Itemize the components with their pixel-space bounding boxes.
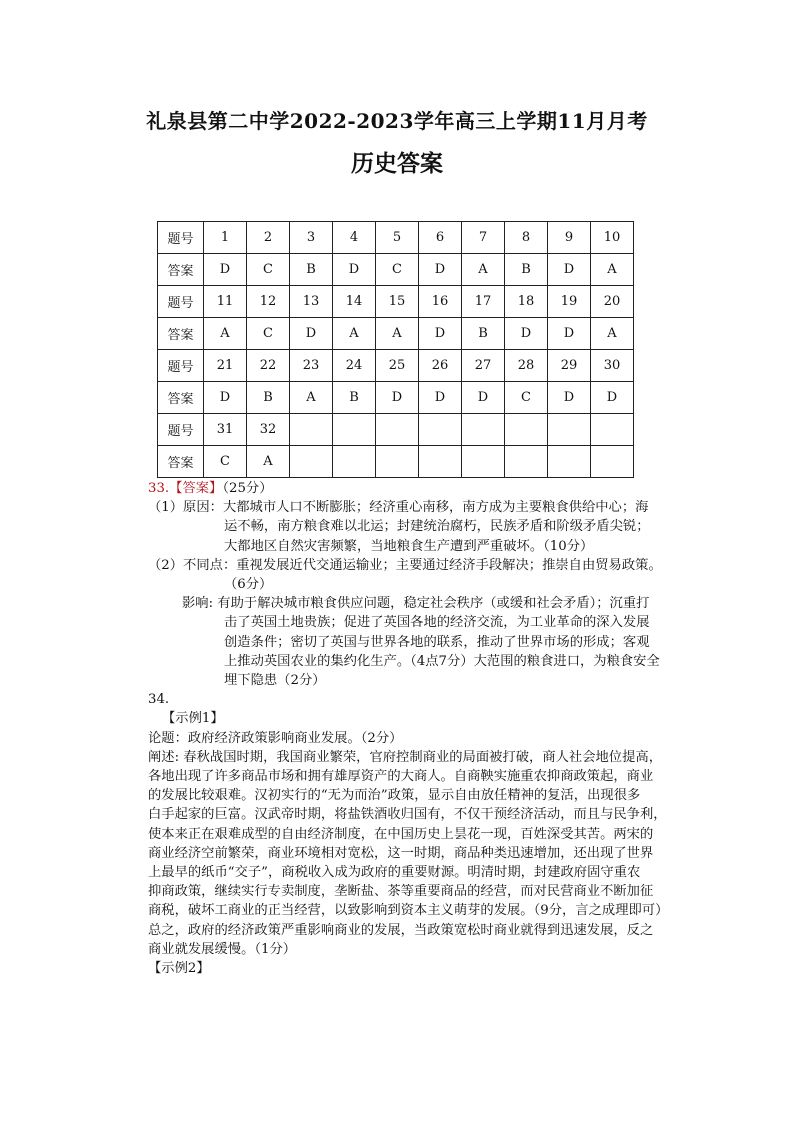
table-cell: 22 xyxy=(247,350,290,382)
table-cell: B xyxy=(505,254,548,286)
row-header-cell: 答案 xyxy=(158,446,204,478)
table-cell: 10 xyxy=(591,222,634,254)
row-header-cell: 题号 xyxy=(158,414,204,446)
table-cell: 32 xyxy=(247,414,290,446)
text-line: 【示例1】 xyxy=(162,711,224,727)
table-cell xyxy=(591,446,634,478)
table-cell: A xyxy=(204,318,247,350)
row-header-cell: 答案 xyxy=(158,254,204,286)
table-cell: 4 xyxy=(333,222,376,254)
table-cell: A xyxy=(591,254,634,286)
table-cell xyxy=(462,446,505,478)
text-line: 运不畅，南方粮食难以北运；封建统治腐朽，民族矛盾和阶级矛盾尖锐； xyxy=(224,519,650,535)
table-cell: D xyxy=(333,254,376,286)
table-cell: 16 xyxy=(419,286,462,318)
table-cell: 7 xyxy=(462,222,505,254)
table-cell: 30 xyxy=(591,350,634,382)
q33-answer-tag: 【答案】 xyxy=(169,481,223,496)
text-line: 的发展比较艰难。汉初实行的“无为而治”政策，显示自由放任精神的复活，出现很多 xyxy=(148,788,641,804)
table-cell: B xyxy=(247,382,290,414)
text-line: 阐述: 春秋战国时期，我国商业繁荣，官府控制商业的局面被打破，商人社会地位提高， xyxy=(148,749,662,765)
school-title: 礼泉县第二中学2022-2023学年高三上学期11月月考 xyxy=(146,109,648,133)
table-cell xyxy=(505,414,548,446)
row-header-cell: 答案 xyxy=(158,318,204,350)
table-cell: 17 xyxy=(462,286,505,318)
table-cell xyxy=(333,446,376,478)
table-cell: D xyxy=(376,382,419,414)
table-row xyxy=(158,382,634,414)
table-row xyxy=(158,254,634,286)
table-cell: 25 xyxy=(376,350,419,382)
text-line: 创造条件；密切了英国与世界各地的联系，推动了世界市场的形成；客观 xyxy=(224,634,650,650)
table-cell: 19 xyxy=(548,286,591,318)
table-cell: 13 xyxy=(290,286,333,318)
table-row xyxy=(158,318,634,350)
table-cell: D xyxy=(462,382,505,414)
table-cell: D xyxy=(591,382,634,414)
answer-table xyxy=(157,221,634,478)
table-cell: 26 xyxy=(419,350,462,382)
table-cell xyxy=(419,446,462,478)
table-cell: D xyxy=(419,382,462,414)
text-line: （2）不同点：重视发展近代交通运输业；主要通过经济手段解决；推崇自由贸易政策。 xyxy=(148,557,662,573)
text-line: 上推动英国农业的集约化生产。（4点7分）大范围的粮食进口，为粮食安全 xyxy=(224,653,660,669)
table-cell: 3 xyxy=(290,222,333,254)
table-cell: C xyxy=(376,254,419,286)
table-cell: A xyxy=(247,446,290,478)
table-cell: 23 xyxy=(290,350,333,382)
text-line: 商税，破坏工商业的正当经营，以致影响到资本主义萌芽的发展。（9分，言之成理即可） xyxy=(148,903,669,919)
table-cell: 20 xyxy=(591,286,634,318)
table-cell: D xyxy=(419,318,462,350)
q33-heading xyxy=(148,479,668,498)
row-header-cell: 题号 xyxy=(158,222,204,254)
table-cell: 29 xyxy=(548,350,591,382)
table-cell: D xyxy=(419,254,462,286)
q33-number: 33. xyxy=(148,481,170,496)
table-cell xyxy=(376,414,419,446)
subject-title: 历史答案 xyxy=(351,150,443,177)
table-cell: 27 xyxy=(462,350,505,382)
table-row xyxy=(158,286,634,318)
table-cell: 5 xyxy=(376,222,419,254)
table-row xyxy=(158,446,634,478)
text-line: 上最早的纸币“交子”，商税收入成为政府的重要财源。明清时期，封建政府固守重农 xyxy=(148,865,641,881)
table-cell: C xyxy=(204,446,247,478)
answer-body xyxy=(148,479,668,978)
text-line: 白手起家的巨富。汉武帝时期，将盐铁酒收归国有，不仅干预经济活动，而且与民争利， xyxy=(148,807,667,823)
table-cell: 11 xyxy=(204,286,247,318)
table-cell: D xyxy=(290,318,333,350)
table-cell xyxy=(290,446,333,478)
table-cell: 24 xyxy=(333,350,376,382)
table-cell xyxy=(376,446,419,478)
text-line: 商业经济空前繁荣，商业环境相对宽松，这一时期，商品种类迅速增加，还出现了世界 xyxy=(148,845,654,861)
table-cell: A xyxy=(290,382,333,414)
table-cell: D xyxy=(548,318,591,350)
table-cell: 6 xyxy=(419,222,462,254)
q33-score: （25分） xyxy=(222,481,273,496)
table-cell: A xyxy=(333,318,376,350)
table-cell: D xyxy=(204,254,247,286)
table-cell xyxy=(462,414,505,446)
text-line: 使本来正在艰难成型的自由经济制度，在中国历史上昙花一现，百姓深受其苦。两宋的 xyxy=(148,826,654,842)
row-header-cell: 答案 xyxy=(158,382,204,414)
table-cell: B xyxy=(333,382,376,414)
text-line: 各地出现了许多商品市场和拥有雄厚资产的大商人。自商鞅实施重农抑商政策起，商业 xyxy=(148,769,654,785)
table-row xyxy=(158,414,634,446)
table-cell: 28 xyxy=(505,350,548,382)
q33-answer xyxy=(148,498,668,690)
table-cell xyxy=(290,414,333,446)
table-cell: B xyxy=(462,318,505,350)
table-cell: A xyxy=(462,254,505,286)
text-line: 商业就发展缓慢。（1分） xyxy=(148,941,297,957)
text-line: 击了英国土地贵族；促进了英国各地的经济交流，为工业革命的深入发展 xyxy=(224,615,650,631)
row-header-cell: 题号 xyxy=(158,286,204,318)
table-cell: A xyxy=(376,318,419,350)
table-cell: C xyxy=(247,254,290,286)
table-cell: D xyxy=(505,318,548,350)
table-cell: C xyxy=(247,318,290,350)
table-cell: A xyxy=(591,318,634,350)
table-cell xyxy=(505,446,548,478)
table-cell: B xyxy=(290,254,333,286)
table-row xyxy=(158,350,634,382)
text-line: 抑商政策，继续实行专卖制度，垄断盐、茶等重要商品的经营，而对民营商业不断加征 xyxy=(148,884,654,900)
text-line: 影响: 有助于解决城市粮食供应问题，稳定社会秩序（或缓和社会矛盾）；沉重打 xyxy=(182,596,650,612)
table-cell: D xyxy=(204,382,247,414)
table-cell: 8 xyxy=(505,222,548,254)
text-line: （6分） xyxy=(224,577,273,593)
table-cell xyxy=(548,446,591,478)
text-line: 大都地区自然灾害频繁，当地粮食生产遭到严重破坏。（10分） xyxy=(224,538,594,554)
table-cell xyxy=(591,414,634,446)
table-cell: C xyxy=(505,382,548,414)
text-line: 【示例2】 xyxy=(148,961,210,977)
table-cell: 18 xyxy=(505,286,548,318)
text-line: （1）原因：大都城市人口不断膨胀；经济重心南移，南方成为主要粮食供给中心；海 xyxy=(148,500,649,516)
table-cell: 1 xyxy=(204,222,247,254)
table-cell: 9 xyxy=(548,222,591,254)
table-cell: 15 xyxy=(376,286,419,318)
table-cell xyxy=(419,414,462,446)
text-line: 埋下隐患（2分） xyxy=(224,673,326,689)
table-cell: 31 xyxy=(204,414,247,446)
q34-answer xyxy=(148,690,668,978)
table-cell: D xyxy=(548,382,591,414)
table-cell: 12 xyxy=(247,286,290,318)
row-header-cell: 题号 xyxy=(158,350,204,382)
table-row xyxy=(158,222,634,254)
table-cell xyxy=(548,414,591,446)
table-cell: 21 xyxy=(204,350,247,382)
table-cell: D xyxy=(548,254,591,286)
table-cell xyxy=(333,414,376,446)
table-cell: 2 xyxy=(247,222,290,254)
table-cell: 14 xyxy=(333,286,376,318)
text-line: 总之，政府的经济政策严重影响商业的发展，当政策宽松时商业就得到迅速发展，反之 xyxy=(148,922,654,938)
text-line: 34. xyxy=(148,692,170,708)
text-line: 论题：政府经济政策影响商业发展。（2分） xyxy=(148,730,403,746)
